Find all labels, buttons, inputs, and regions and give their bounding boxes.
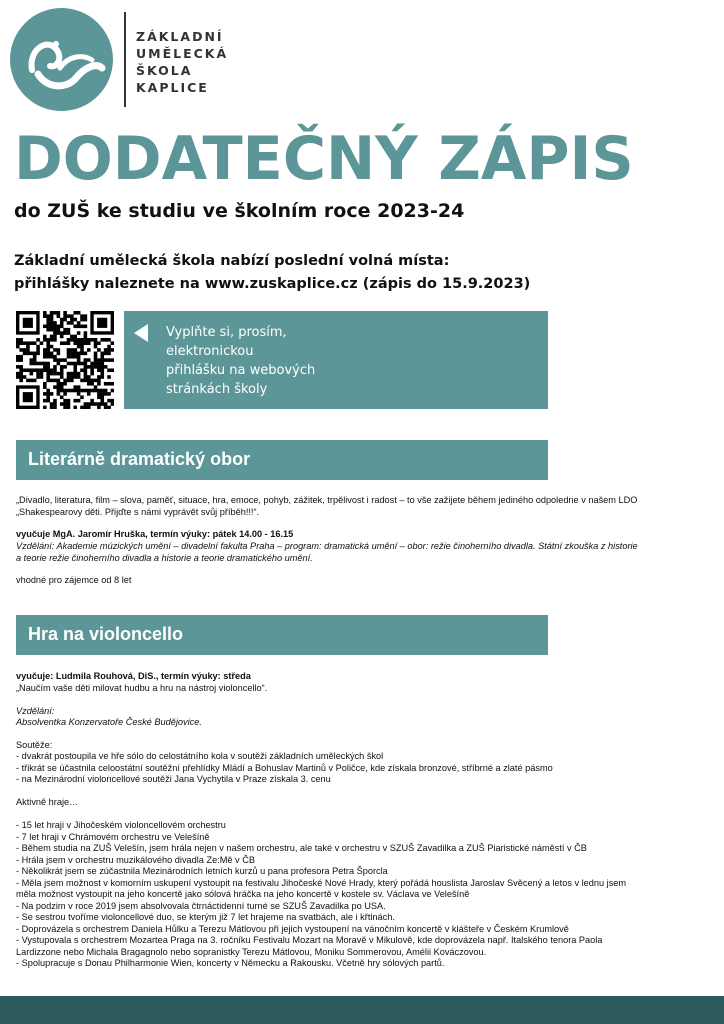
cello-teacher: vyučuje: Ludmila Rouhová, DiS., termín výuky: středa	[16, 671, 251, 681]
competition-item: - dvakrát postoupila ve hře sólo do celostátního kola v soutěži základních uměleckých škol	[16, 751, 384, 761]
arrow-left-icon	[134, 324, 148, 342]
active-item: Lardizzone nebo Michala Bragagnolo nebo sopranistky Terezu Mátlovou, Moniku Sommerovou, Amélii Kováczovou.	[16, 946, 487, 957]
active-item: - Měla jsem možnost v komorním uskupení vystoupit na festivalu Jihočeské Nové Hrady, který pořádá houslista Jaroslav Svěcený a letos v lednu jsem	[16, 877, 627, 888]
page-subtitle: do ZUŠ ke studiu ve školním roce 2023-24	[14, 200, 465, 222]
section-heading-ldo	[16, 440, 548, 480]
competition-item: - třikrát se účastnila celoostátní soutěžní přehlídky Mládí a Bohuslav Martinů v Poličce, kde získala bronzové, stříbrné a zlaté pásmo	[16, 762, 553, 773]
application-callout	[124, 311, 548, 409]
ldo-teacher: vyučuje MgA. Jaromír Hruška, termín výuky: pátek 14.00 - 16.15	[16, 529, 294, 539]
intro-text	[14, 250, 530, 296]
ldo-education-line: a teorie režie činoherního divadla a historie a teorie dramatického umění.	[16, 552, 313, 563]
intro-line: Základní umělecká škola nabízí poslední volná místa:	[14, 253, 450, 269]
ldo-quote	[16, 495, 637, 518]
school-name-line: ŠKOLA	[136, 63, 193, 78]
footer-bar	[0, 996, 724, 1024]
active-item: - Se sestrou tvoříme violoncellové duo, se kterým již 7 let hrajeme na svatbách, ale i křtinách.	[16, 912, 395, 922]
ldo-education	[16, 541, 638, 564]
cello-competitions-label: Soutěže:	[16, 740, 53, 750]
school-logo	[10, 8, 113, 111]
qr-code-icon[interactable]	[16, 311, 114, 414]
ldo-age: vhodné pro zájemce od 8 let	[16, 575, 132, 585]
active-item: měla možnost vystoupit na jeho koncertě jako sólová hráčka na jeho koncertě v kostele sv. Václava ve Velešíně	[16, 889, 470, 899]
cello-education: Absolventka Konzervatoře České Budějovice.	[16, 717, 202, 727]
ldo-education-line: Vzdělání: Akademie múzických umění – divadelní fakulta Praha – program: dramatická umění – obor: režie činoherního divadla. Státní zkouška z historie	[16, 541, 638, 551]
callout-line: Vyplňte si, prosím,	[166, 325, 287, 340]
active-item: - Během studia na ZUŠ Velešín, jsem hrála nejen v našem orchestru, ale také v orchestru v SZUŠ Zavadilka a ZUŠ Piaristické náměstí v ČB	[16, 843, 587, 853]
active-item: - Doprovázela s orchestrem Daniela Hůlku a Terezu Mátlovou při jejich vystoupení na vánočním koncertě v klášteře v Českém Krumlově	[16, 923, 569, 934]
ldo-quote-line: „Shakespearovy děti. Přijďte s námi vyprávět svůj příběh!!!“.	[16, 506, 260, 517]
page-title: DODATEČNÝ ZÁPIS	[14, 124, 634, 194]
school-name-line: UMĚLECKÁ	[136, 46, 229, 61]
intro-line: přihlášky naleznete na www.zuskaplice.cz (zápis do 15.9.2023)	[14, 276, 531, 292]
school-name	[136, 28, 228, 96]
active-item: - Spolupracuje s Donau Philharmonie Wien, koncerty v Německu a Rakousku. Včetně hry sólových partů.	[16, 958, 445, 968]
ldo-quote-line: „Divadlo, literatura, film – slova, paměť, situace, hra, emoce, pohyb, zážitek, trpělivost i radost – to vše zažijete během jediného odpoledne v našem LDO	[16, 495, 638, 505]
logo-divider	[124, 12, 126, 107]
active-item: - 15 let hraji v Jihočeském violoncellovém orchestru	[16, 820, 226, 830]
school-name-line: KAPLICE	[136, 80, 209, 95]
section-heading-text: Hra na violoncello	[28, 624, 184, 644]
callout-line: stránkách školy	[166, 382, 268, 397]
cello-active-list	[16, 820, 626, 970]
active-item: - Několikrát jsem se zúčastnila Mezinárodních letních kurzů u pana profesora Petra Šporcla	[16, 866, 388, 876]
active-item: - Na podzim v roce 2019 jsem absolvovala čtrnáctidenní turné se SZUŠ Zavadilka po USA.	[16, 900, 386, 911]
callout-text	[166, 323, 315, 399]
active-item: - Hrála jsem v orchestru muzikálového divadla Ze:Mě v ČB	[16, 854, 255, 865]
competition-item: - na Mezinárodní violoncellové soutěži Jana Vychytila v Praze získala 3. cenu	[16, 774, 331, 784]
cello-quote: „Naučím vaše děti milovat hudbu a hru na nástroj violoncello“.	[16, 683, 268, 693]
active-item: - Vystupovala s orchestrem Mozartea Praga na 3. ročníku Festivalu Mozart na Moravě v Mikulově, kde doprovázela např. Italského tenora Paola	[16, 935, 603, 945]
callout-line: přihlášku na webových	[166, 363, 316, 378]
callout-line: elektronickou	[166, 344, 254, 359]
active-item: - 7 let hraji v Chrámovém orchestru ve Velešíně	[16, 831, 210, 842]
school-name-line: ZÁKLADNÍ	[136, 29, 224, 44]
cello-active-label: Aktivně hraje…	[16, 797, 79, 807]
cello-education-label: Vzdělání:	[16, 706, 55, 716]
section-heading-text: Literárně dramatický obor	[28, 449, 251, 469]
section-heading-cello	[16, 615, 548, 655]
cello-competitions	[16, 751, 553, 786]
swan-logo-icon	[10, 8, 113, 111]
